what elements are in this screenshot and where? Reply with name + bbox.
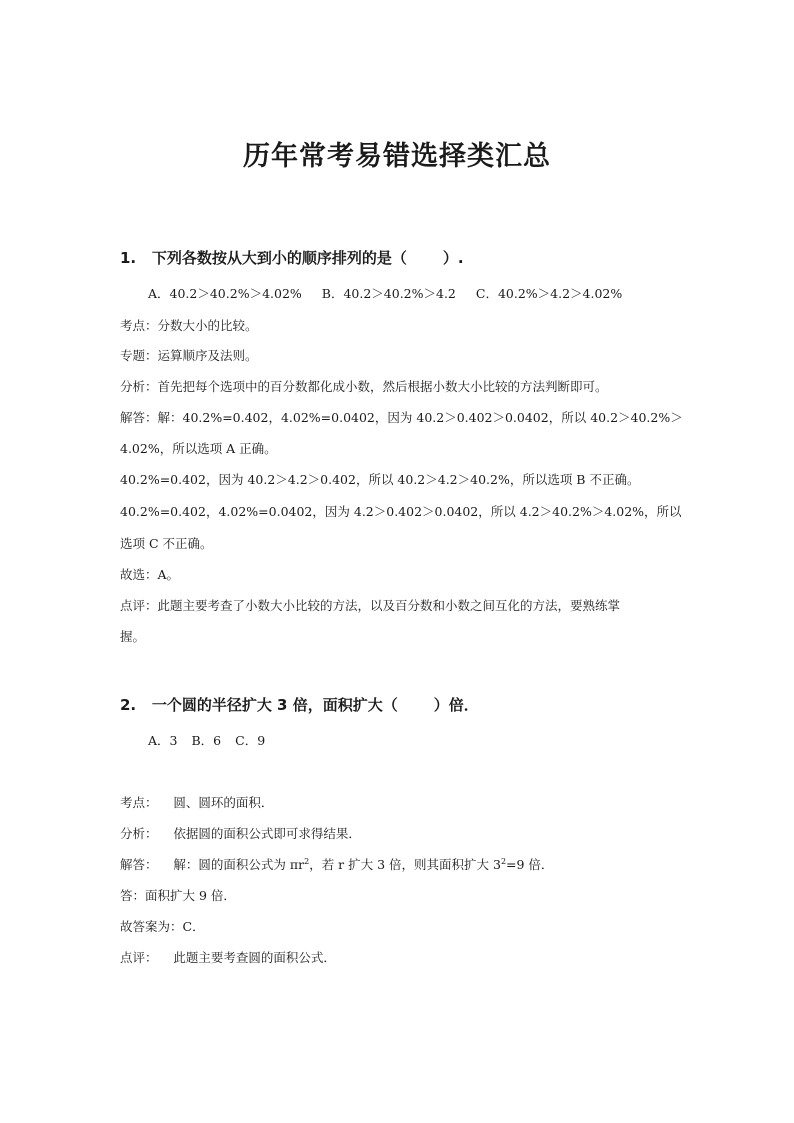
jieda-text: =9 倍． <box>506 857 554 872</box>
question-1 <box>120 247 464 268</box>
jieda-label: 解答： <box>120 857 158 872</box>
question-stem: 下列各数按从大到小的顺序排列的是（ <box>151 249 407 267</box>
jieda-line: 40.2%=0.402，因为 40.2＞4.2＞0.402，所以 40.2＞4.2＞40.2%，所以选项 B 不正确。 <box>120 472 640 487</box>
jieda-text: ，若 r 扩大 3 倍，则其面积扩大 3 <box>309 857 501 872</box>
question-2 <box>120 694 479 715</box>
fenxi-text: 依据圆的面积公式即可求得结果． <box>173 826 361 841</box>
question-number: 1. <box>120 249 137 267</box>
kaodian-line <box>120 793 273 811</box>
question-stem: 一个圆的半径扩大 3 倍，面积扩大（ <box>151 696 398 714</box>
question-stem-end: ）倍． <box>433 696 479 714</box>
dianping-line <box>120 948 336 966</box>
dianping-line: 握。 <box>120 629 146 644</box>
guxuan-line: 故选：A。 <box>120 567 180 582</box>
kaodian-text: 圆、圆环的面积． <box>173 795 274 810</box>
jieda-line: 40.2%=0.402，4.02%=0.0402，因为 4.2＞0.402＞0.0402，所以 4.2＞40.2%＞4.02%，所以 <box>120 504 682 519</box>
kaodian-label: 考点： <box>120 795 158 810</box>
superscript: 2 <box>500 856 507 866</box>
fenxi-line <box>120 824 361 842</box>
fenxi-label: 分析： <box>120 826 158 841</box>
superscript: 2 <box>304 856 310 866</box>
options-1 <box>148 284 622 302</box>
option-c: C．9 <box>235 733 266 748</box>
jieda-line <box>120 855 553 873</box>
jieda-line: 4.02%，所以选项 A 正确。 <box>120 441 277 456</box>
dianping-label: 点评： <box>120 950 158 965</box>
option-a: A．3 <box>148 733 178 748</box>
fenxi-line: 分析：首先把每个选项中的百分数都化成小数，然后根据小数大小比较的方法判断即可。 <box>120 379 608 394</box>
jieda-text: 解：圆的面积公式为 πr <box>173 857 305 872</box>
dianping-text: 此题主要考查圆的面积公式． <box>173 950 336 965</box>
page-title: 历年常考易错选择类汇总 <box>243 141 551 172</box>
question-number: 2. <box>120 696 137 714</box>
options-2 <box>148 731 265 749</box>
option-c: C．40.2%＞4.2＞4.02% <box>475 286 623 301</box>
jieda-line: 选项 C 不正确。 <box>120 536 213 551</box>
question-stem-end: ）. <box>442 249 464 267</box>
da-line: 答：面积扩大 9 倍． <box>120 888 236 903</box>
guda-line: 故答案为：C． <box>120 919 205 934</box>
zhuanti-line: 专题：运算顺序及法则。 <box>120 348 258 363</box>
option-a: A．40.2＞40.2%＞4.02% <box>148 286 302 301</box>
jieda-line: 解答：解：40.2%=0.402，4.02%=0.0402，因为 40.2＞0.402＞0.0402，所以 40.2＞40.2%＞ <box>120 410 683 425</box>
kaodian-line: 考点：分数大小的比较。 <box>120 318 258 333</box>
dianping-line: 点评：此题主要考查了小数大小比较的方法，以及百分数和小数之间互化的方法，要熟练掌 <box>120 598 621 613</box>
option-b: B．40.2＞40.2%＞4.2 <box>321 286 456 301</box>
option-b: B．6 <box>191 733 222 748</box>
